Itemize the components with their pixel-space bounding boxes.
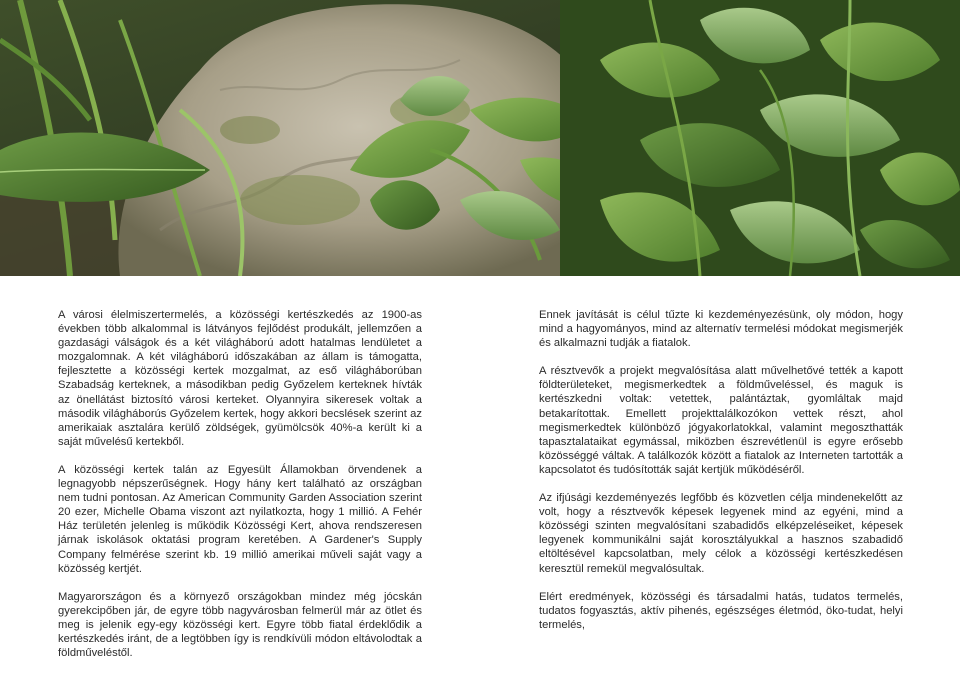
- garden-plants-photo: [0, 0, 960, 276]
- left-text-column: [58, 308, 422, 674]
- paragraph: Elért eredmények, közösségi és társadalmi hatás, tudatos termelés, tudatos fogyasztás, aktív pihenés, egészséges életmód, öko-tudat, helyi termelés,: [539, 590, 903, 631]
- paragraph: A résztvevők a projekt megvalósítása alatt művelhetővé tették a kapott földterületeket, megismerkedtek a földműveléssel, és maguk is kertészkedni voltak: vetettek, palántáztak, gyomláltak majd betakarítottak. Emellett projekttalálkozókon vettek részt, ahol megismerkedtek különböző jógyakorlatokkal, valamint megoszthatták tapasztalataikat egymással, miközben észrevétlenül is egyre erősebb közösséggé váltak. A találkozók között a fiatalok az Interneten tartották a kapcsolatot és tudósították saját kertjük működéséről.: [539, 365, 903, 476]
- right-text-column: [539, 308, 903, 646]
- paragraph: Ennek javítását is célul tűzte ki kezdeményezésünk, oly módon, hogy mind a hagyományos, mind az alternatív termelési módokat megismerjék és alkalmazni tudják a fiatalok.: [539, 309, 903, 350]
- paragraph: Magyarországon és a környező országokban mindez még jócskán gyerekcipőben jár, de egyre több nagyvárosban felmerül már az ötlet és meg is jelenik egy-egy közösségi kert. Egyre több fiatal érdeklődik a kertészkedés iránt, de a legtöbben így is rendkívüli módon eltávolodtak a földműveléstől.: [58, 590, 422, 660]
- paragraph: A közösségi kertek talán az Egyesült Államokban örvendenek a legnagyobb népszerűségnek. Hogy hány kert található az országban nem tudni pontosan. Az American Community Garden Association szerint 20 ezer, Michelle Obama viszont azt nyilatkozta, hogy 1 millió. A Fehér Ház területén jelenleg is működik Közösségi Kert, ahova rendszeresen járnak iskolások oktatási program keretében. A Gardener's Supply Company felmérése szerint kb. 19 millió amerikai műveli saját vagy a közösség kertjét.: [58, 463, 422, 575]
- paragraph: Az ifjúsági kezdeményezés legfőbb és közvetlen célja mindenekelőtt az volt, hogy a résztvevők képesek legyenek mind az egyéni, mind a közösségi szinten megvalósítani szabadidős elképzeléseiket, képesek legyenek kommunikálni saját korosztályukkal a hasznos szabadidő eltöltésével kapcsolatban, mely célok a közösségi kertészkedésen keresztül remekül megvalósultak.: [539, 492, 903, 575]
- paragraph: A városi élelmiszertermelés, a közösségi kertészkedés az 1900-as években több alkalommal is látványos fejlődést produkált, jellemzően a gazdasági válságok és a két világháború adott hatalmas lendületet a mozgalomnak. A két világháború időszakában az állam is támogatta, fejlesztette a közösségi kertek mozgalmat, az eső világháborúban Szabadság kerteknek, a másodikban pedig Győzelem kerteknek hívták az önellátást biztosító városi kerteket. Olyannyira sikeresek voltak a második világháborús Győzelem kertek, hogy akkori becslések szerint az amerikaiak asztalára kerülő zöldségek, gyümölcsök 40%-a került ki a saját művelésű kertekből.: [58, 309, 422, 448]
